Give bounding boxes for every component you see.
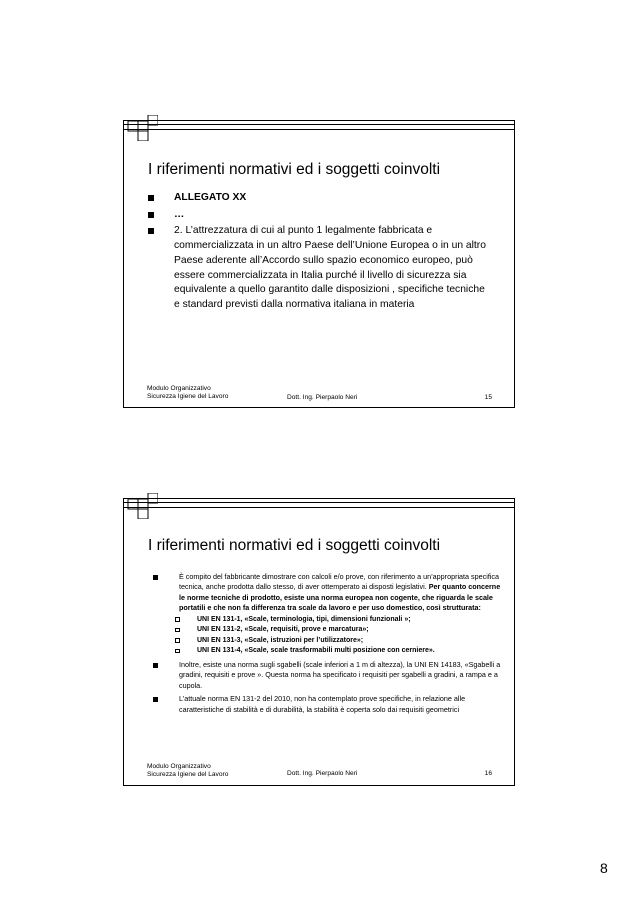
slide-16 bbox=[123, 498, 515, 786]
header-rule bbox=[124, 507, 514, 508]
bullet-text: Inoltre, esiste una norma sugli sgabelli (scale inferiori a 1 m di altezza), la UNI EN 14183, «Sgabelli a gradini, requisiti e prove ». Questa norma ha specificato i requisiti per sgabelli a gradini, a rampa e a cupola. bbox=[179, 660, 501, 690]
footer-organization bbox=[147, 385, 228, 402]
square-bullet-icon bbox=[148, 212, 154, 218]
slide-number: 15 bbox=[484, 394, 492, 401]
square-bullet-icon bbox=[148, 195, 154, 201]
header-rule bbox=[124, 124, 514, 125]
list-item bbox=[152, 660, 502, 691]
bullet-list bbox=[147, 191, 492, 315]
sub-item-text: UNI EN 131-4, «Scale, scale trasformabili multi posizione con cerniere». bbox=[197, 647, 435, 655]
header-rule bbox=[124, 502, 514, 503]
footer-org-line: Modulo Organizzativo bbox=[147, 763, 211, 770]
hollow-square-bullet-icon bbox=[175, 617, 180, 622]
footer-org-line: Modulo Organizzativo bbox=[147, 385, 211, 392]
list-item bbox=[147, 224, 492, 312]
bullet-text: 2. L’attrezzatura di cui al punto 1 legalmente fabbricata e commercializzata in un altro Paese dell’Unione Europea o in un altro Paese aderente all’Accordo sullo spazio economico europeo, può essere commercializzata in Italia purché il livello di sicurezza sia equivalente a quello garantito dalle disposizioni , specifiche tecniche e standard previsti dalla normativa italiana in materia bbox=[174, 225, 486, 310]
square-bullet-icon bbox=[148, 228, 154, 234]
footer-org-line: Sicurezza Igiene del Lavoro bbox=[147, 771, 229, 779]
footer-author: Dott. Ing. Pierpaolo Neri bbox=[287, 770, 358, 777]
bullet-text: ALLEGATO XX bbox=[174, 192, 247, 203]
bullet-text: L’attuale norma EN 131-2 del 2010, non ha contemplato prove specifiche, in relazione alle caratteristiche di stabilità e di durabilità, la stabilità è coperta solo dai requisiti geometrici bbox=[179, 694, 466, 714]
footer-author: Dott. Ing. Pierpaolo Neri bbox=[287, 394, 358, 401]
header-rule bbox=[124, 129, 514, 130]
list-item bbox=[152, 694, 502, 715]
list-item bbox=[147, 191, 492, 206]
corner-grid-decoration bbox=[124, 493, 158, 519]
sub-list-item bbox=[175, 625, 502, 636]
footer-org-line: Sicurezza Igiene del Lavoro bbox=[147, 393, 229, 401]
slide-number: 16 bbox=[484, 770, 492, 777]
slide-title: I riferimenti normativi ed i soggetti coinvolti bbox=[148, 161, 441, 178]
list-item bbox=[147, 208, 492, 223]
hollow-square-bullet-icon bbox=[175, 638, 180, 643]
footer-organization bbox=[147, 763, 228, 780]
square-bullet-icon bbox=[153, 575, 158, 580]
sub-item-text: UNI EN 131-2, «Scale, requisiti, prove e marcatura»; bbox=[197, 626, 369, 634]
hollow-square-bullet-icon bbox=[175, 628, 180, 633]
square-bullet-icon bbox=[153, 663, 158, 668]
page-number: 8 bbox=[600, 860, 608, 876]
bullet-text: … bbox=[174, 208, 185, 220]
list-item bbox=[152, 572, 502, 657]
corner-grid-decoration bbox=[124, 115, 158, 141]
square-bullet-icon bbox=[153, 697, 158, 702]
sub-list-item bbox=[175, 636, 502, 647]
bullet-text: È compito del fabbricante dimostrare con calcoli e/o prove, con riferimento a un’appropriata specifica tecnica, anche prodotta dallo stesso, di aver ottemperato ai disposti legislativi. bbox=[179, 572, 500, 592]
sub-item-text: UNI EN 131-1, «Scale, terminologia, tipi, dimensioni funzionali »; bbox=[197, 615, 411, 623]
bullet-text-bold: Per quanto concerne le norme tecniche di prodotto, esiste una norma europea non cogente, che riguarda le scale portatili e che non fa differenza tra scale da lavoro e per uso domestico, così strutturata: bbox=[179, 582, 501, 613]
sub-list bbox=[175, 615, 502, 657]
sub-list-item bbox=[175, 615, 502, 626]
slide-title: I riferimenti normativi ed i soggetti coinvolti bbox=[148, 537, 441, 554]
hollow-square-bullet-icon bbox=[175, 649, 180, 654]
sub-item-text: UNI EN 131-3, «Scale, istruzioni per l’utilizzatore»; bbox=[197, 636, 364, 644]
slide-15 bbox=[123, 120, 515, 408]
sub-list-item bbox=[175, 646, 502, 657]
bullet-list bbox=[152, 572, 502, 718]
